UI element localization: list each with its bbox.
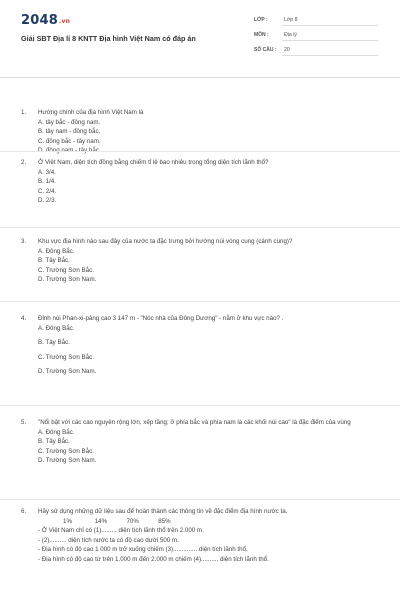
question-5 [21, 418, 381, 466]
question-stem: Hướng chính của địa hình Việt Nam là [38, 109, 144, 116]
answer-option[interactable]: D. 2/3. [38, 197, 57, 204]
answer-option[interactable]: A. Đông Bắc. [38, 428, 75, 436]
question-stem: Đỉnh núi Phan-xi-păng cao 3 147 m - "Nóc nhà của Đông Dương" - nằm ở khu vực nào? . [38, 315, 284, 322]
question-stem: Ở Việt Nam, diện tích đồng bằng chiếm tỉ lệ bao nhiêu trong tổng diện tích lãnh thổ? [38, 159, 269, 166]
divider [282, 40, 378, 41]
question-number: 3. [21, 238, 27, 245]
question-number: 2. [21, 159, 27, 166]
meta-grade [254, 14, 378, 28]
answer-option[interactable]: B. tây nam - đông bắc. [38, 128, 101, 135]
logo-suffix: .vn [58, 18, 71, 25]
meta-value: Địa lý [284, 32, 297, 38]
question-6 [21, 507, 381, 564]
answer-option[interactable]: C. đông bắc - tây nam. [38, 137, 101, 145]
meta-key: SỐ CÂU : [254, 47, 277, 53]
answer-option[interactable]: D. Trường Sơn Nam. [38, 457, 97, 464]
page-title: Giải SBT Địa lí 8 KNTT Địa hình Việt Nam có đáp án [21, 34, 196, 43]
question-divider [0, 405, 400, 406]
answer-option[interactable]: C. Trường Sơn Bắc. [38, 266, 94, 274]
question-stem: Khu vực địa hình nào sau đây của nước ta đặc trưng bởi hướng núi vòng cung (cánh cung)? [38, 238, 293, 245]
divider [282, 55, 378, 56]
question-2 [21, 158, 381, 206]
question-stem: Hãy sử dụng những dữ liệu sau để hoàn thành các thông tin về đặc điểm địa hình nước ta. [38, 508, 288, 515]
meta-value: 20 [284, 47, 290, 53]
meta-value: Lớp 8 [284, 17, 298, 23]
meta-key: LỚP : [254, 17, 268, 23]
fill-blank-line: - Địa hình có độ cao từ trên 1.000 m đến 2.000 m chiếm (4).......... diện tích lãnh thổ. [38, 555, 269, 563]
percent-value: 14% [94, 517, 108, 525]
site-logo[interactable] [21, 13, 70, 28]
answer-option[interactable]: C. Trường Sơn Bắc. [38, 353, 94, 361]
answer-option[interactable]: D. đông nam - tây bắc. [38, 147, 101, 154]
question-4 [21, 314, 381, 377]
question-number: 1. [21, 109, 27, 116]
answer-option[interactable]: B. Tây Bắc. [38, 339, 70, 346]
fill-blank-line: - Địa hình có độ cao 1 000 m trở xuống chiếm (3).............. diện tích lãnh thổ. [38, 546, 248, 553]
question-3 [21, 237, 381, 285]
page-header [0, 0, 400, 78]
divider [282, 25, 378, 26]
meta-subject [254, 29, 378, 43]
meta-key: MÔN : [254, 32, 269, 38]
percent-value: 85% [158, 517, 171, 525]
answer-option[interactable]: A. Đông Bắc. [38, 247, 75, 255]
answer-option[interactable]: A. tây bắc - đông nam. [38, 118, 101, 126]
logo-text: 2048 [21, 13, 58, 28]
answer-option[interactable]: C. Trường Sơn Bắc. [38, 447, 94, 455]
fill-blank-line: - Ở Việt Nam chỉ có (1)......... diện tích lãnh thổ trên 2.000 m. [38, 527, 204, 534]
question-stem: "Nổi bật với các cao nguyên rộng lớn, xếp tầng; ở phía bắc và phía nam là các khối núi cao" là đặc điểm của vùng [38, 419, 351, 426]
answer-option[interactable]: B. 1/4. [38, 178, 56, 185]
question-number: 5. [21, 419, 27, 426]
answer-option[interactable]: A. Đông Bắc. [38, 324, 75, 332]
percent-value: 70% [126, 517, 139, 525]
question-divider [0, 227, 400, 228]
answer-option[interactable]: C. 2/4. [38, 187, 57, 195]
question-divider [0, 499, 400, 500]
fill-blank-line: - (2).......... diện tích nước ta có độ cao dưới 500 m. [38, 536, 179, 544]
percent-choices [63, 517, 381, 527]
question-1 [21, 108, 381, 156]
question-number: 4. [21, 315, 27, 322]
question-divider [0, 301, 400, 302]
percent-value: 1% [63, 517, 72, 525]
answer-option[interactable]: B. Tây Bắc. [38, 257, 70, 264]
answer-option[interactable]: A. 3/4. [38, 168, 56, 176]
meta-question-count [254, 44, 378, 58]
answer-option[interactable]: D. Trường Sơn Nam. [38, 276, 97, 283]
answer-option[interactable]: D. Trường Sơn Nam. [38, 368, 97, 375]
answer-option[interactable]: B. Tây Bắc. [38, 438, 70, 445]
question-number: 6. [21, 508, 27, 515]
question-divider [0, 151, 400, 152]
